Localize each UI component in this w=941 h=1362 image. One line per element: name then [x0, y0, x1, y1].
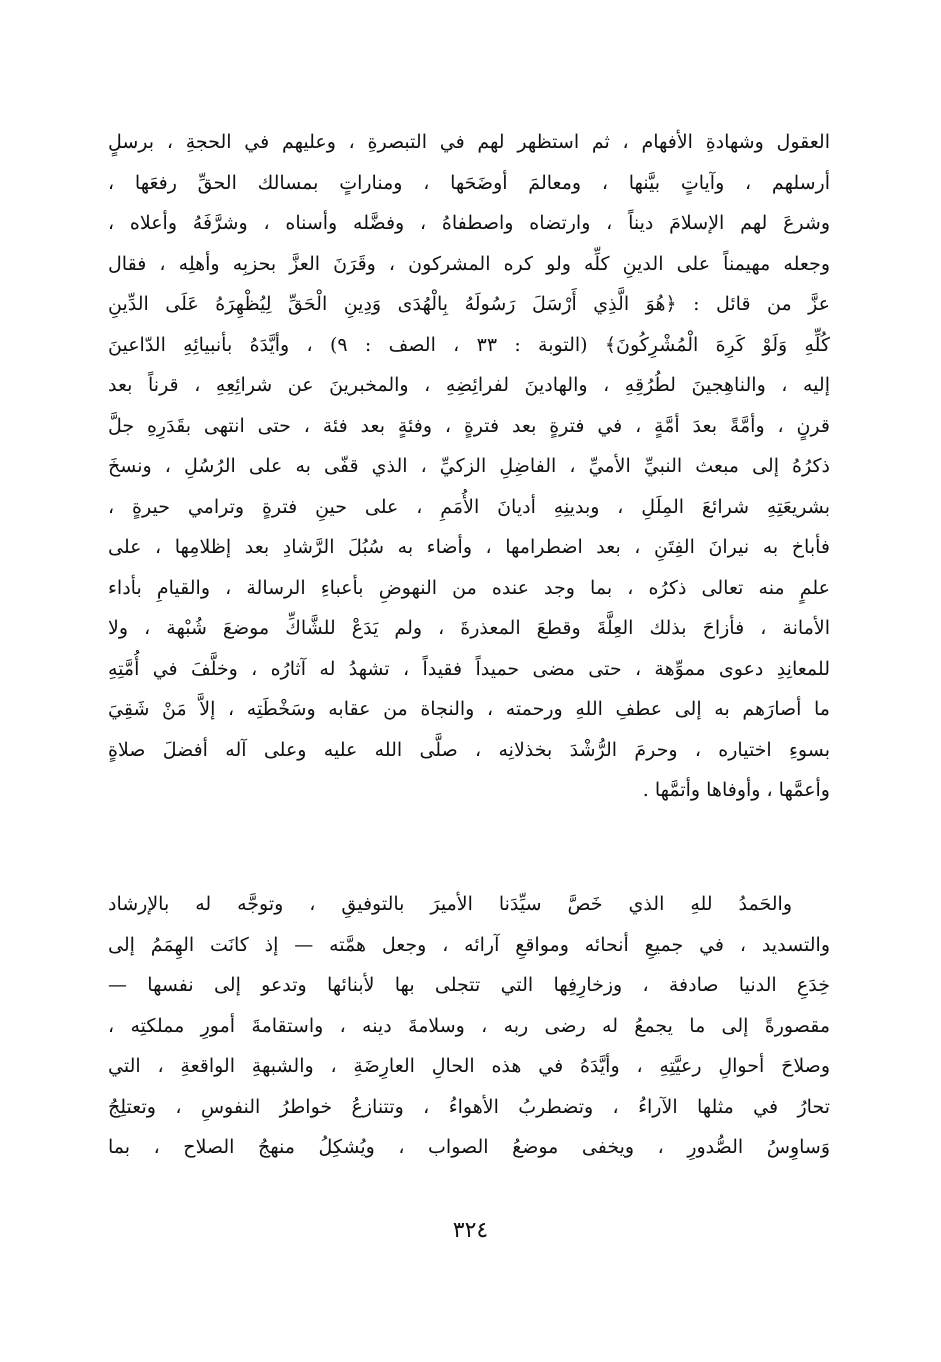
text-line: وشرعَ لهم الإسلامَ ديناً ، وارتضاه واصطفاهُ ، وفضَّله وأسناه ، وشرَّفَهُ وأعلاه ، [108, 212, 830, 234]
page-number: ٣٢٤ [452, 1218, 489, 1243]
paragraph-1 [108, 122, 830, 811]
text-line: بشريعَتِهِ شرائعَ المِلَلِ ، وبدينِهِ أديانَ الأُمَمِ ، على حينِ فترةٍ وترامي حيرةٍ ، [108, 495, 830, 518]
text-line: خِدَعِ الدنيا صادفة ، وزخارِفِها التي تتجلى بها لأبنائها وتدعو إلى نفسها — [108, 974, 830, 996]
text-line: والتسديد ، في جميعِ أنحائه ومواقعِ آرائه ، وجعل همَّته — إذ كانَت الهِمَمُ إلى [108, 933, 830, 956]
text-line: والحَمدُ للهِ الذي خَصَّ سيِّدَنا الأميرَ بالتوفيقِ ، وتوجَّه له بالإرشاد [108, 893, 792, 915]
text-line: عزَّ من قائل : ﴿هُوَ الَّذِي أَرْسَلَ رَسُولَهُ بِالْهُدَى وَدِينِ الْحَقِّ لِيُظْهِرَهُ عَلَى الدِّينِ [108, 293, 830, 315]
text-line: مقصورةً إلى ما يجمعُ له رضى ربه ، وسلامةَ دينه ، واستقامةَ أمورِ مملكتِه ، [108, 1014, 830, 1037]
text-line: قرنٍ ، وأمَّةً بعدَ أمَّةٍ ، في فترةٍ بعد فترةٍ ، وفئةٍ بعد فئة ، حتى انتهى بقَدَرِهِ جلَّ [108, 414, 830, 437]
text-line: ذكرُهُ إلى مبعث النبيِّ الأميِّ ، الفاضِلِ الزكيِّ ، الذي قفّى به على الرُسُلِ ، ونسخَ [108, 455, 830, 477]
text-line: إليه ، والناهِجينَ لطُرُقِهِ ، والهادينَ لفرائِضِهِ ، والمخبرينَ عن شرائِعِهِ ، قرناً بعد [108, 374, 830, 396]
text-line: وجعله مهيمناً على الدينِ كلِّه ولو كره المشركون ، وقَرَنَ العزَّ بحزبِه وأهلِه ، فقال [108, 252, 830, 275]
text-line: وأعمَّها ، وأوفاها وأتمَّها . [642, 779, 830, 801]
text-line: وصلاحَ أحوالِ رعيَّتِهِ ، وأيَّدَهُ في هذه الحالِ العارِضَةِ ، والشبهةِ الواقعةِ ، التي [108, 1055, 830, 1077]
text-line: فأباخ به نيرانَ الفِتَنِ ، بعد اضطرامها ، وأضاء به سُبُلَ الرَّشادِ بعد إظلامِها ، على [108, 536, 830, 558]
text-line: وَساوِسُ الصُّدورِ ، ويخفى موضعُ الصواب ، ويُشكِلُ منهجُ الصلاح ، بما [108, 1136, 830, 1158]
text-line: علمٍ منه تعالى ذكرُه ، بما وجد عنده من النهوضِ بأعباءِ الرسالة ، والقيامِ بأداء [108, 576, 830, 599]
text-line: الأمانة ، فأزاحَ بذلك العِلَّةَ وقطعَ المعذرةَ ، ولم يَدَعْ للشَّاكِّ موضعَ شُبْهة ، ولا [108, 617, 830, 639]
text-line: أرسلهم ، وآياتٍ بيَّنها ، ومعالمَ أوضَحَها ، ومناراتٍ بمسالك الحقِّ رفعَها ، [108, 171, 830, 194]
paragraph-2 [108, 884, 830, 1168]
text-line: ما أصارَهم به إلى عطفِ اللهِ ورحمته ، والنجاة من عقابه وسَخْطَتِه ، إلاَّ مَنْ شَقِيَ [108, 698, 830, 720]
text-line: تحارُ في مثلها الآراءُ ، وتضطربُ الأهواءُ ، وتتنازعُ خواطرُ النفوسِ ، وتعتلِجُ [108, 1095, 830, 1118]
text-line: للمعانِدِ دعوى مموِّهة ، حتى مضى حميداً فقيداً ، تشهدُ له آثارُه ، وخلَّفَ في أُمَّتِهِ [108, 657, 830, 680]
text-line: العقول وشهادةِ الأفهام ، ثم استظهر لهم في التبصرةِ ، وعليهم في الحجةِ ، برسلٍ [108, 131, 830, 153]
text-line: بسوءِ اختياره ، وحرمَ الرُّشْدَ بخذلانِه ، صلَّى الله عليه وعلى آله أفضلَ صلاةٍ [108, 738, 830, 761]
text-line: كُلِّهِ وَلَوْ كَرِهَ الْمُشْرِكُونَ﴾ (التوبة : ٣٣ ، الصف : ٩) ، وأيَّدَهُ بأنبيائِهِ الدّاعينَ [108, 333, 830, 356]
